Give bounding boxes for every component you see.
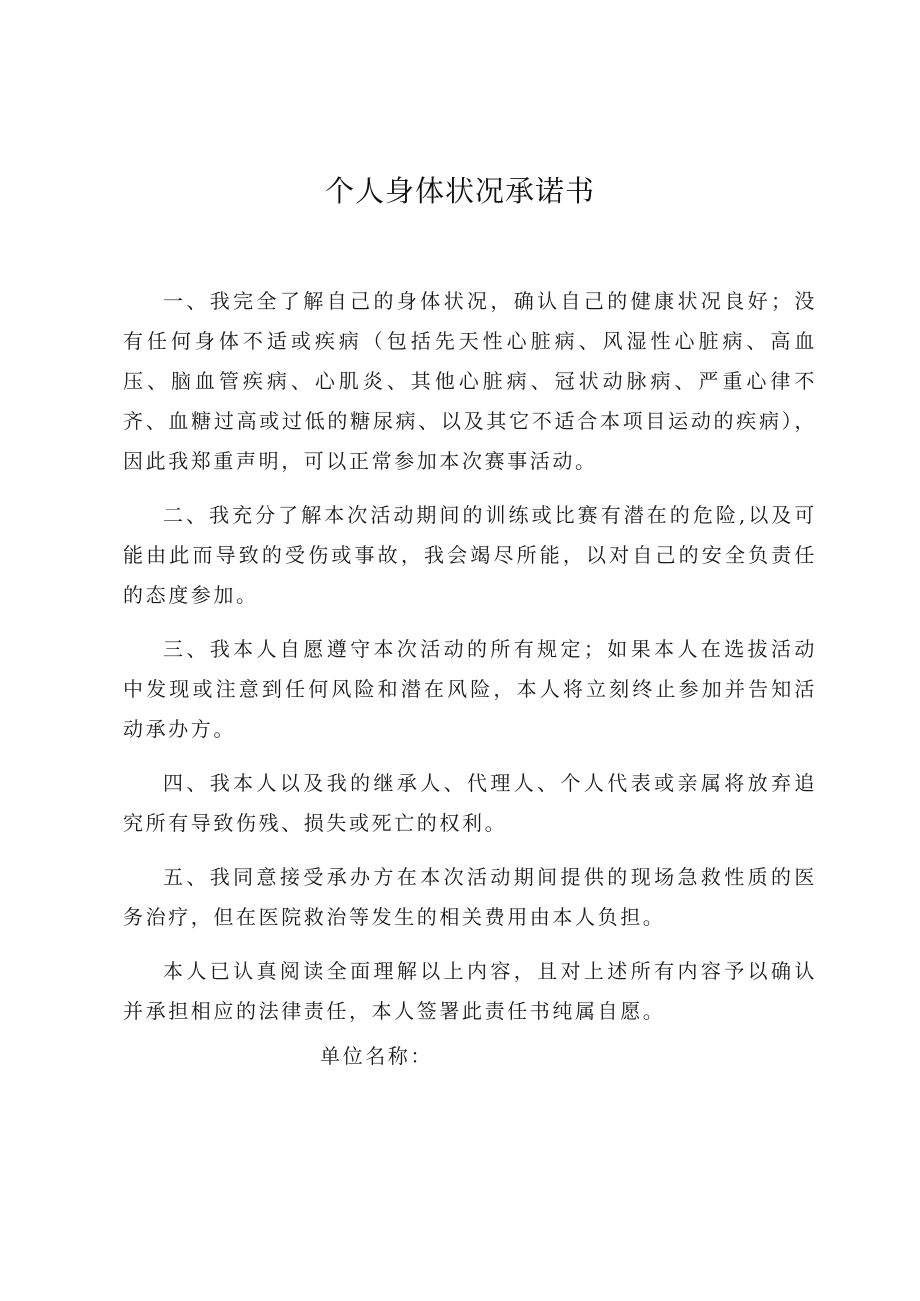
clause-3: 三、我本人自愿遵守本次活动的所有规定；如果本人在选拔活动中发现或注意到任何风险和潜在风险，本人将立刻终止参加并告知活动承办方。 bbox=[123, 637, 817, 741]
clause-2: 二、我充分了解本次活动期间的训练或比赛有潜在的危险,以及可能由此而导致的受伤或事故，我会竭尽所能，以对自己的安全负责任的态度参加。 bbox=[123, 503, 817, 607]
document-body bbox=[123, 281, 817, 1045]
clause-1: 一、我完全了解自己的身体状况，确认自己的健康状况良好；没有任何身体不适或疾病（包括先天性心脏病、风湿性心脏病、高血压、脑血管疾病、心肌炎、其他心脏病、冠状动脉病、严重心律不齐、血糖过高或过低的糖尿病、以及其它不适合本项目运动的疾病），因此我郑重声明，可以正常参加本次赛事活动。 bbox=[123, 289, 817, 473]
confirmation-paragraph: 本人已认真阅读全面理解以上内容，且对上述所有内容予以确认并承担相应的法律责任，本人签署此责任书纯属自愿。 bbox=[123, 959, 817, 1023]
unit-name-label: 单位名称： bbox=[320, 1044, 433, 1068]
clause-5: 五、我同意接受承办方在本次活动期间提供的现场急救性质的医务治疗，但在医院救治等发生的相关费用由本人负担。 bbox=[123, 865, 817, 929]
clause-4: 四、我本人以及我的继承人、代理人、个人代表或亲属将放弃追究所有导致伤残、损失或死亡的权利。 bbox=[123, 771, 817, 835]
document-title: 个人身体状况承诺书 bbox=[324, 174, 595, 208]
